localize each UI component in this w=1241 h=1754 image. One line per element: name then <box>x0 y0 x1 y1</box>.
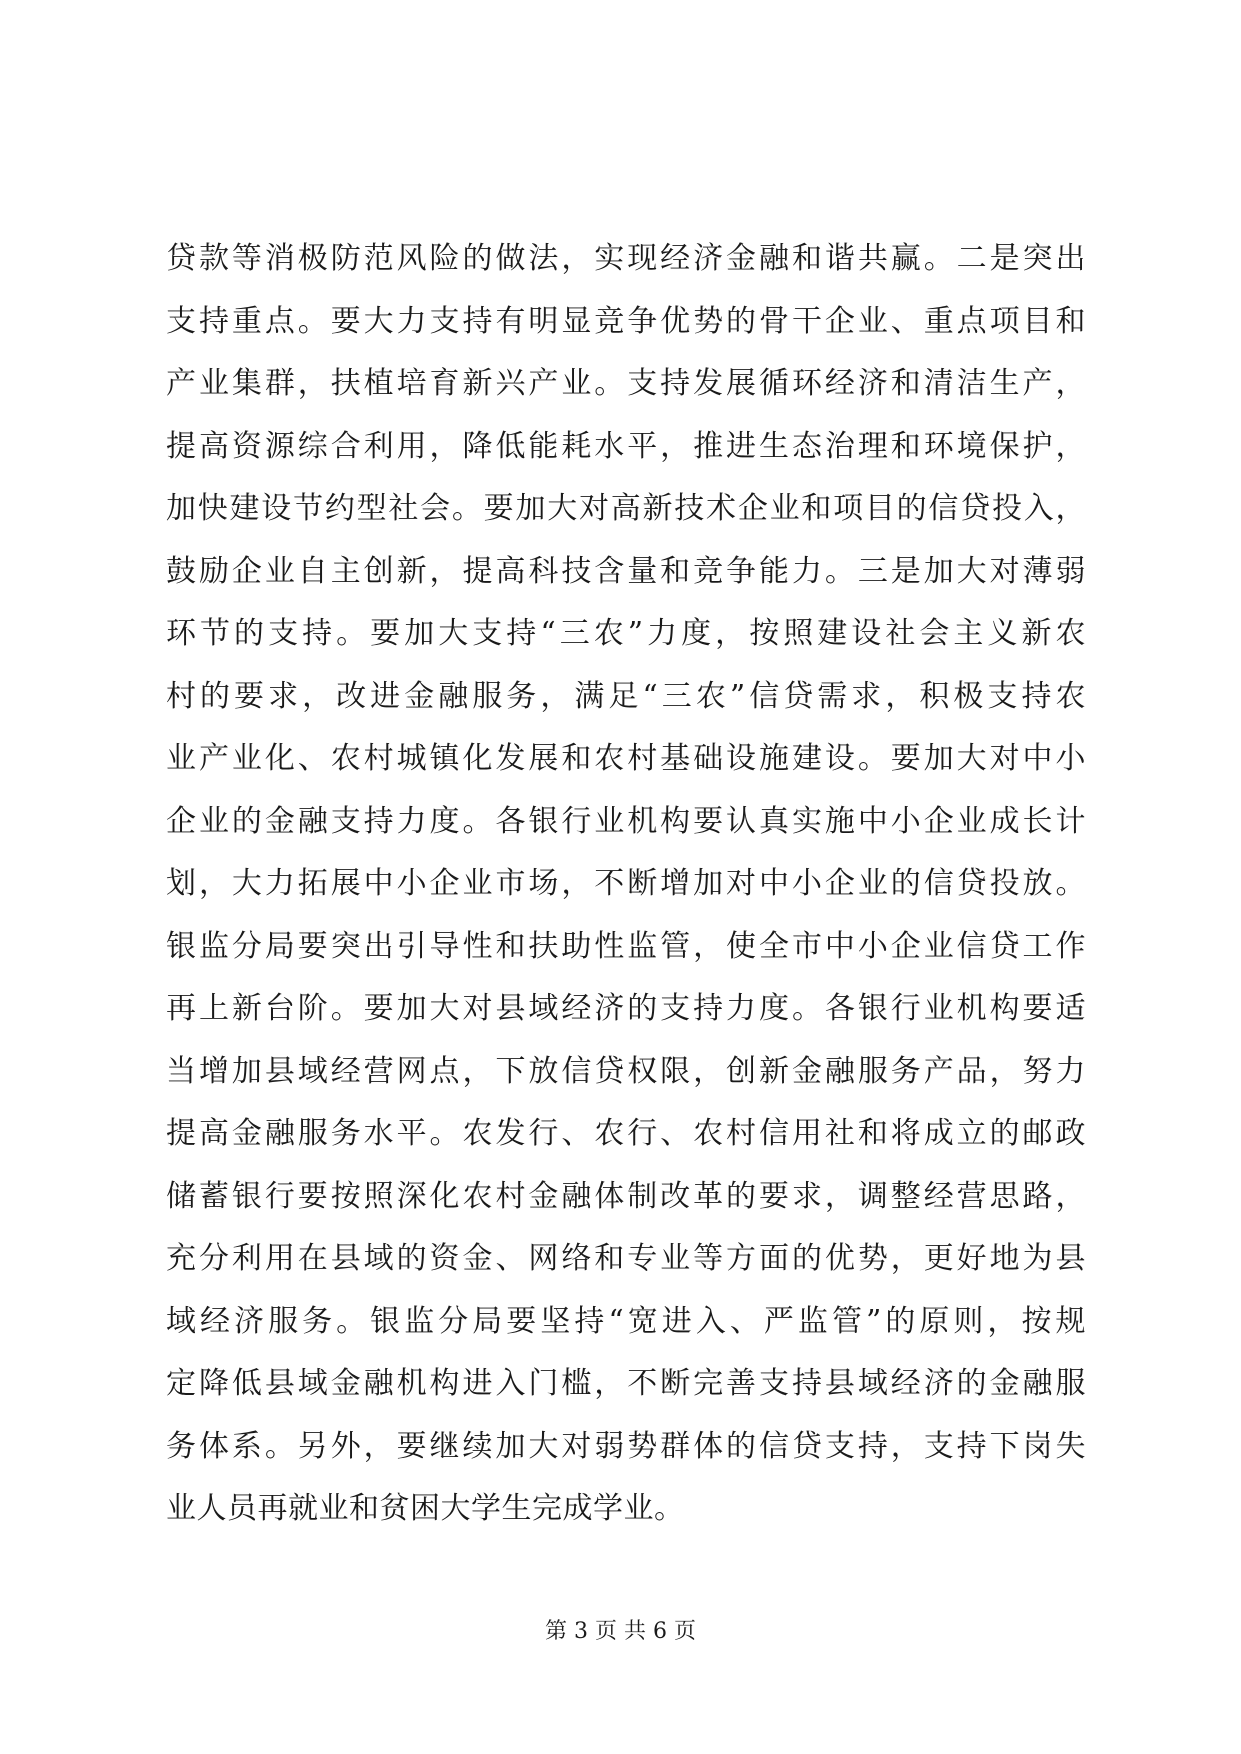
text-line: 域经济服务。银监分局要坚持“宽进入、严监管”的原则，按规 <box>166 1303 1086 1339</box>
text-line: 加快建设节约型社会。要加大对高新技术企业和项目的信贷投入， <box>166 491 1086 526</box>
text-line: 定降低县域金融机构进入门槛，不断完善支持县域经济的金融服 <box>166 1366 1086 1401</box>
text-line: 再上新台阶。要加大对县域经济的支持力度。各银行业机构要适 <box>166 991 1086 1026</box>
text-line: 业人员再就业和贫困大学生完成学业。 <box>166 1491 685 1526</box>
text-line: 当增加县域经营网点，下放信贷权限，创新金融服务产品，努力 <box>166 1053 1086 1089</box>
page-number-footer: 第 3 页 共 6 页 <box>545 1619 696 1644</box>
text-line: 支持重点。要大力支持有明显竞争优势的骨干企业、重点项目和 <box>166 303 1086 339</box>
text-line: 贷款等消极防范风险的做法，实现经济金融和谐共赢。二是突出 <box>166 241 1086 276</box>
text-line: 业产业化、农村城镇化发展和农村基础设施建设。要加大对中小 <box>166 741 1086 776</box>
text-line: 提高资源综合利用，降低能耗水平，推进生态治理和环境保护， <box>166 428 1086 464</box>
text-line: 村的要求，改进金融服务，满足“三农”信贷需求，积极支持农 <box>166 678 1086 714</box>
text-line: 提高金融服务水平。农发行、农行、农村信用社和将成立的邮政 <box>166 1116 1086 1151</box>
text-line: 充分利用在县域的资金、网络和专业等方面的优势，更好地为县 <box>166 1241 1086 1276</box>
text-line: 务体系。另外，要继续加大对弱势群体的信贷支持，支持下岗失 <box>166 1428 1086 1464</box>
text-line: 划，大力拓展中小企业市场，不断增加对中小企业的信贷投放。 <box>166 866 1086 901</box>
text-line: 储蓄银行要按照深化农村金融体制改革的要求，调整经营思路， <box>166 1178 1086 1214</box>
text-line: 环节的支持。要加大支持“三农”力度，按照建设社会主义新农 <box>166 616 1086 651</box>
text-line: 企业的金融支持力度。各银行业机构要认真实施中小企业成长计 <box>166 803 1086 839</box>
text-line: 鼓励企业自主创新，提高科技含量和竞争能力。三是加大对薄弱 <box>166 553 1086 589</box>
text-line: 银监分局要突出引导性和扶助性监管，使全市中小企业信贷工作 <box>166 928 1086 964</box>
text-line: 产业集群，扶植培育新兴产业。支持发展循环经济和清洁生产， <box>166 366 1086 401</box>
body-paragraph <box>166 228 1086 1541</box>
